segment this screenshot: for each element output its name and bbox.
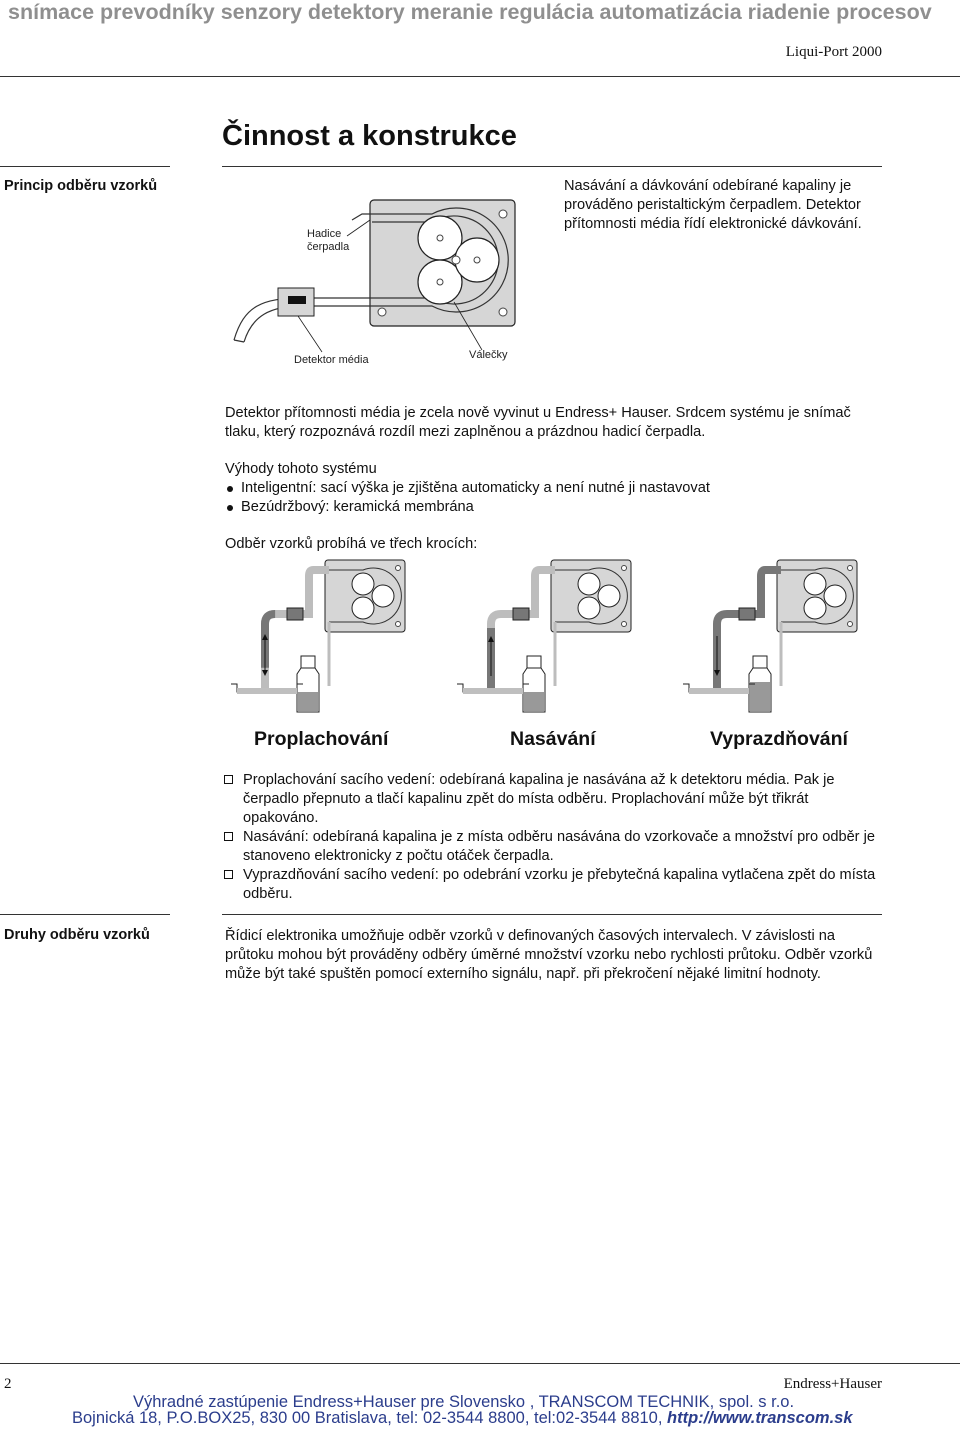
step-title-suction: Nasávání	[510, 728, 596, 750]
checkbox-icon	[224, 832, 233, 841]
sampling-steps-diagram	[225, 556, 885, 726]
heading-rule	[222, 166, 882, 167]
step-detail-text: Nasávání: odebíraná kapalina je z místa odběru nasávána do vzorkovače a množství pro odběr je stanoveno elektronicky z počtu otáček čerpadla.	[243, 829, 875, 864]
footer-line-1: Výhradné zastúpenie Endress+Hauser pre Slovensko , TRANSCOM TECHNIK, spol. s r.o.	[133, 1393, 795, 1411]
footer-rule	[0, 1363, 960, 1364]
footer-brand: Endress+Hauser	[783, 1376, 882, 1392]
step-detail-text: Vyprazdňování sacího vedení: po odebrání vzorku je přebytečná kapalina vytlačena zpět do místa odběru.	[243, 867, 876, 902]
label-media-detector: Detektor média	[294, 354, 369, 366]
section-label-sampling-principle: Princip odběru vzorků	[4, 178, 158, 194]
sampling-types-paragraph: Řídicí elektronika umožňuje odběr vzorků v definovaných časových intervalech. V závislosti na průtoku mohou být prováděny odběry úměrné množství vzorku nebo rychlosti průtoku. Odběr vzorků může být také spuštěn pomocí externího signálu, např. při překročení nějaké limitní hodnoty.	[225, 928, 873, 982]
footer-line-2	[72, 1409, 853, 1428]
step-details-list	[222, 771, 886, 904]
site-banner: snímace prevodníky senzory detektory meranie regulácia automatizácia riadenie procesov	[8, 0, 932, 24]
detector-paragraph: Detektor přítomnosti média je zcela nově vyvinut u Endress+ Hauser. Srdcem systému je snímač tlaku, který rozpoznává rozdíl mezi zaplněnou a prázdnou hadicí čerpadla.	[225, 405, 851, 440]
advantages-title: Výhody tohoto systému	[225, 461, 377, 477]
step-detail-item	[222, 866, 886, 904]
step-detail-item	[222, 828, 886, 866]
advantage-item: Bezúdržbový: keramická membrána	[225, 498, 885, 517]
step-detail-text: Proplachování sacího vedení: odebíraná kapalina je nasávána až k detektoru média. Pak je čerpadlo přepnuto a tlačí kapalinu zpět do místa odběru. Proplachování může být třikrát opakováno.	[243, 772, 835, 826]
checkbox-icon	[224, 870, 233, 879]
page-heading: Činnost a konstrukce	[222, 120, 517, 152]
section-label-sampling-types: Druhy odběru vzorků	[4, 927, 150, 943]
advantages-list	[225, 479, 885, 517]
section1-left-rule	[0, 166, 170, 167]
footer-url-link[interactable]: http://www.transcom.sk	[667, 1409, 853, 1427]
document-title: Liqui-Port 2000	[785, 44, 882, 60]
section2-right-rule	[222, 914, 882, 915]
step-detail-item	[222, 771, 886, 828]
steps-intro: Odběr vzorků probíhá ve třech krocích:	[225, 536, 478, 552]
page-number: 2	[4, 1376, 12, 1392]
intro-paragraph: Nasávání a dávkování odebírané kapaliny je prováděno peristaltickým čerpadlem. Detektor přítomnosti média řídí elektronické dávkování.	[564, 178, 862, 232]
footer-address: Bojnická 18, P.O.BOX25, 830 00 Bratislava, tel: 02-3544 8800, tel:02-3544 8810,	[72, 1409, 663, 1427]
section2-left-rule	[0, 914, 170, 915]
checkbox-icon	[224, 775, 233, 784]
step-title-emptying: Vyprazdňování	[710, 728, 848, 750]
advantage-item: Inteligentní: sací výška je zjištěna automaticky a není nutné ji nastavovat	[225, 479, 885, 498]
header-rule	[0, 76, 960, 77]
label-rollers: Válečky	[469, 349, 508, 361]
step-title-flushing: Proplachování	[254, 728, 389, 750]
label-pump-hose: Hadice čerpadla	[307, 228, 350, 253]
